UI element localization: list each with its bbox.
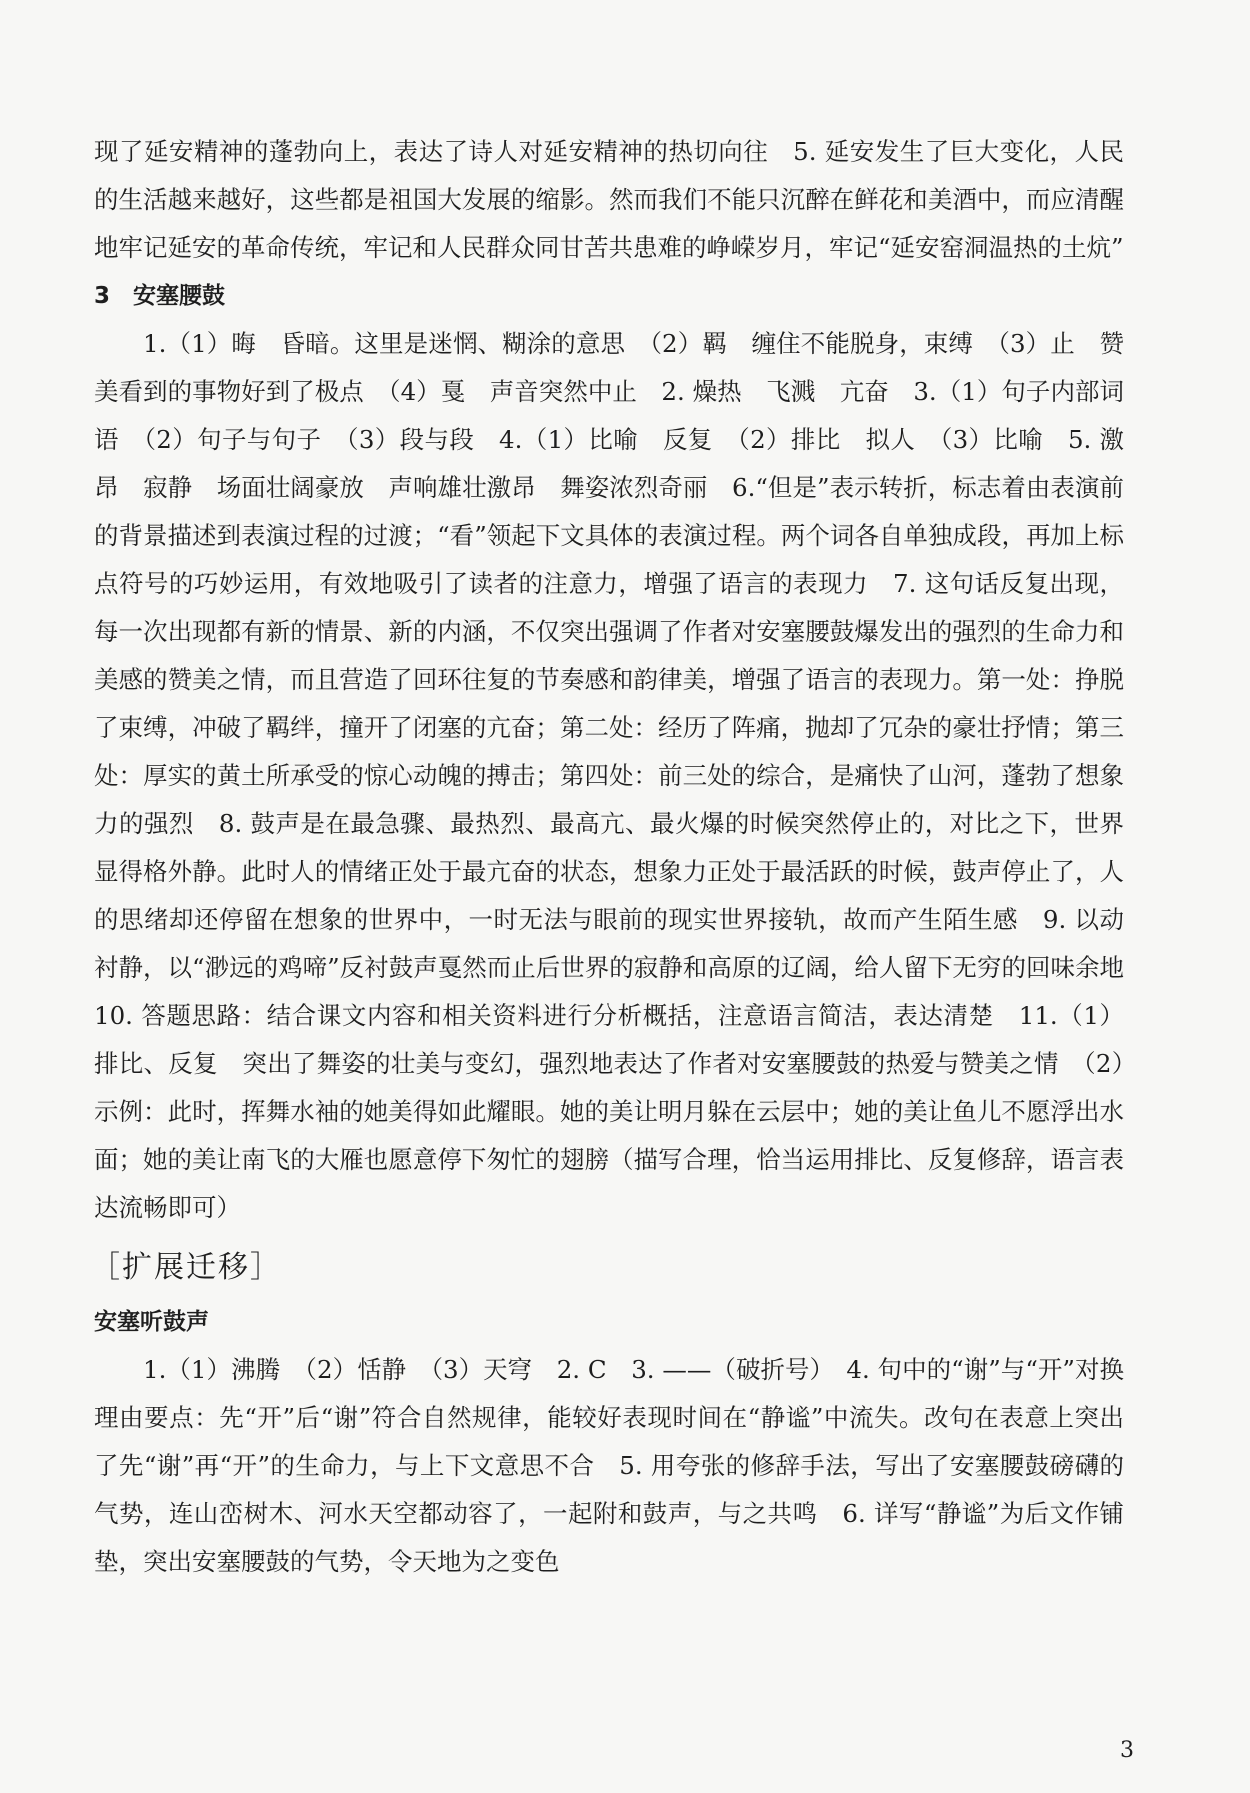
lesson-3-answers: 1.（1）晦 昏暗。这里是迷惘、糊涂的意思 （2）羁 缠住不能脱身，束缚 （3）止 赞美看到的事物好到了极点 （4）戛 声音突然中止 2. 燥热 飞溅 亢奋 3.（1）句子内部词语 （2）句子与句子 （3）段与段 4.（1）比喻 反复 （2）排比 拟人 （3）比喻 5. 激昂 寂静 场面壮阔豪放 声响雄壮激昂 舞姿浓烈奇丽 6.“但是”表示转折，标志着由表演前的背景描述到表演过程的过渡；“看”领起下文具体的表演过程。两个词各自单独成段，再加上标点符号的巧妙运用，有效地吸引了读者的注意力，增强了语言的表现力 7. 这句话反复出现，每一次出现都有新的情景、新的内涵，不仅突出强调了作者对安塞腰鼓爆发出的强烈的生命力和美感的赞美之情，而且营造了回环往复的节奏感和韵律美，增强了语言的表现力。第一处：挣脱了束缚，冲破了羁绊，撞开了闭塞的亢奋；第二处：经历了阵痛，抛却了冗杂的豪壮抒情；第三处：厚实的黄土所承受的惊心动魄的搏击；第四处：前三处的综合，是痛快了山河，蓬勃了想象力的强烈 8. 鼓声是在最急骤、最热烈、最高亢、最火爆的时候突然停止的，对比之下，世界显得格外静。此时人的情绪正处于最亢奋的状态，想象力正处于最活跃的时候，鼓声停止了，人的思绪却还停留在想象的世界中，一时无法与眼前的现实世界接轨，故而产生陌生感 9. 以动衬静，以“渺远的鸡啼”反衬鼓声戛然而止后世界的寂静和高原的辽阔，给人留下无穷的回味余地 10. 答题思路：结合课文内容和相关资料进行分析概括，注意语言简洁，表达清楚 11.（1）排比、反复 突出了舞姿的壮美与变幻，强烈地表达了作者对安塞腰鼓的热爱与赞美之情 （2）示例：此时，挥舞水袖的她美得如此耀眼。她的美让明月躲在云层中；她的美让鱼儿不愿浮出水面；她的美让南飞的大雁也愿意停下匆忙的翅膀（描写合理，恰当运用排比、反复修辞，语言表达流畅即可） bbox=[94, 329, 1149, 1222]
answer-page bbox=[90, 128, 1149, 1586]
lesson-3-heading: 3 安塞腰鼓 bbox=[94, 283, 226, 309]
reading-heading: 安塞听鼓声 bbox=[94, 1309, 209, 1335]
page-number: 3 bbox=[1120, 1738, 1134, 1763]
intro-paragraph: 现了延安精神的蓬勃向上，表达了诗人对延安精神的热切向往 5. 延安发生了巨大变化，人民的生活越来越好，这些都是祖国大发展的缩影。然而我们不能只沉醉在鲜花和美酒中，而应清醒地牢记延安的革命传统，牢记和人民群众同甘苦共患难的峥嵘岁月，牢记“延安窑洞温热的土炕” bbox=[94, 137, 1124, 262]
reading-answers: 1.（1）沸腾 （2）恬静 （3）天穹 2. C 3. ——（破折号） 4. 句中的“谢”与“开”对换 理由要点：先“开”后“谢”符合自然规律，能较好表现时间在“静谧”中流失。改句在表意上突出了先“谢”再“开”的生命力，与上下文意思不合 5. 用夸张的修辞手法，写出了安塞腰鼓磅礴的气势，连山峦树木、河水天空都动容了，一起附和鼓声，与之共鸣 6. 详写“静谧”为后文作铺垫，突出安塞腰鼓的气势，令天地为之变色 bbox=[94, 1355, 1149, 1576]
section-title: ［扩展迁移］ bbox=[90, 1250, 282, 1285]
